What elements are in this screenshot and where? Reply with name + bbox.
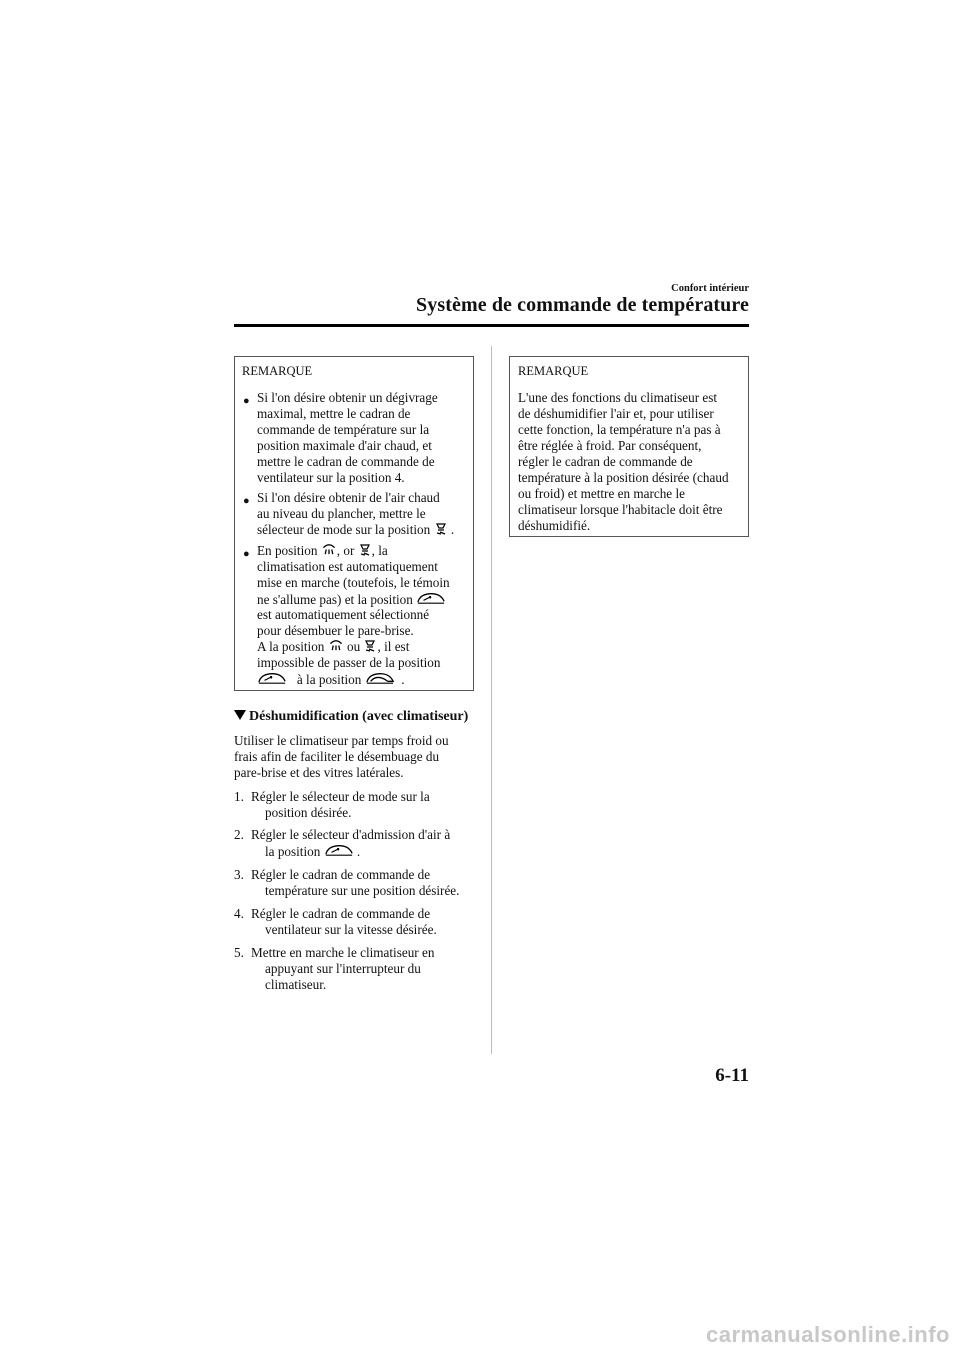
- outside-air-icon: [324, 843, 354, 858]
- intro-paragraph: [234, 733, 449, 781]
- text-line: Régler le cadran de commande de: [251, 867, 431, 882]
- text-line: impossible de passer de la position: [257, 655, 441, 670]
- text-line: A la position ou , il est: [257, 639, 410, 654]
- step-number: 3.: [234, 867, 244, 882]
- step-5: [251, 945, 434, 993]
- note-bullet-2: [257, 490, 454, 538]
- text-line: être réglée à froid. Par conséquent,: [518, 438, 702, 453]
- step-number: 1.: [234, 789, 244, 804]
- text-line: Régler le sélecteur de mode sur la: [251, 789, 430, 804]
- note-box-right: [509, 356, 749, 537]
- text-line: sélecteur de mode sur la position .: [257, 522, 455, 537]
- text-line: ou froid) et mettre en marche le: [518, 486, 685, 501]
- recirculation-icon: [365, 671, 395, 686]
- outside-air-icon: [257, 671, 287, 686]
- bullet-icon: ●: [243, 495, 250, 507]
- text-line: Régler le cadran de commande de: [251, 906, 431, 921]
- note-bullet-1: [257, 390, 438, 486]
- text-line: Si l'on désire obtenir un dégivrage: [257, 390, 438, 405]
- text-line: ventilateur sur la vitesse désirée.: [265, 922, 437, 937]
- note-box-left: [234, 356, 474, 691]
- text-line: appuyant sur l'interrupteur du: [265, 961, 421, 976]
- floor-defrost-icon: [363, 639, 377, 653]
- page-title: Système de commande de température: [416, 294, 749, 316]
- text-line: frais afin de faciliter le désembuage du: [234, 749, 440, 764]
- text-line: maximal, mettre le cadran de: [257, 406, 411, 421]
- text-line: régler le cadran de commande de: [518, 454, 693, 469]
- text-line: pour désembuer le pare-brise.: [257, 623, 414, 638]
- step-1: [251, 789, 430, 821]
- text-line: commande de température sur la: [257, 422, 430, 437]
- text-line: position maximale d'air chaud, et: [257, 438, 432, 453]
- section-label: Confort intérieur: [671, 283, 749, 294]
- text-line: pare-brise et des vitres latérales.: [234, 765, 404, 780]
- text-line: mettre le cadran de commande de: [257, 454, 435, 469]
- step-2: [251, 827, 450, 859]
- title-rule: [234, 324, 749, 327]
- text-line: ventilateur sur la position 4.: [257, 470, 405, 485]
- text-line: Mettre en marche le climatiseur en: [251, 945, 435, 960]
- text-line: Régler le sélecteur d'admission d'air à: [251, 827, 451, 842]
- watermark: carmanualsonline.info: [706, 1322, 950, 1347]
- text-line: ne s'allume pas) et la position: [257, 591, 450, 607]
- defrost-icon: [328, 639, 344, 652]
- text-line: est automatiquement sélectionné: [257, 607, 430, 622]
- text-line: climatiseur.: [265, 977, 327, 992]
- step-number: 2.: [234, 827, 244, 842]
- text-line: En position , or , la: [257, 543, 388, 558]
- text-line: température à la position désirée (chaud: [518, 470, 729, 485]
- floor-mode-icon: [434, 522, 448, 536]
- outside-air-icon: [416, 591, 446, 606]
- note-bullet-3: [257, 543, 450, 687]
- text-line: position désirée.: [265, 805, 352, 820]
- text-line: L'une des fonctions du climatiseur est: [518, 390, 718, 405]
- step-3: [251, 867, 459, 899]
- column-divider: [491, 346, 492, 1054]
- text-line: cette fonction, la température n'a pas à: [518, 422, 721, 437]
- page-number: 6-11: [715, 1065, 749, 1086]
- note-text: [518, 390, 729, 534]
- text-line: climatiseur lorsque l'habitacle doit être: [518, 502, 723, 517]
- step-number: 4.: [234, 906, 244, 921]
- bullet-icon: ●: [243, 395, 250, 407]
- text-line: mise en marche (toutefois, le témoin: [257, 575, 450, 590]
- text-line: température sur une position désirée.: [265, 883, 460, 898]
- note-heading: REMARQUE: [242, 364, 313, 378]
- text-line: de déshumidifier l'air et, pour utiliser: [518, 406, 714, 421]
- subsection-heading: Déshumidification (avec climatiseur): [234, 709, 468, 725]
- text-line: Utiliser le climatiseur par temps froid ou: [234, 733, 449, 748]
- triangle-marker-icon: [234, 710, 246, 720]
- text-line: à la position .: [257, 671, 450, 687]
- floor-defrost-icon: [358, 543, 372, 557]
- note-heading: REMARQUE: [518, 364, 589, 378]
- defrost-icon: [321, 543, 337, 556]
- text-line: Si l'on désire obtenir de l'air chaud: [257, 490, 440, 505]
- step-4: [251, 906, 437, 938]
- bullet-icon: ●: [243, 548, 250, 560]
- text-line: déshumidifié.: [518, 518, 591, 533]
- text-line: climatisation est automatiquement: [257, 559, 438, 574]
- text-line: au niveau du plancher, mettre le: [257, 506, 426, 521]
- step-number: 5.: [234, 945, 244, 960]
- text-line: la position .: [265, 844, 361, 859]
